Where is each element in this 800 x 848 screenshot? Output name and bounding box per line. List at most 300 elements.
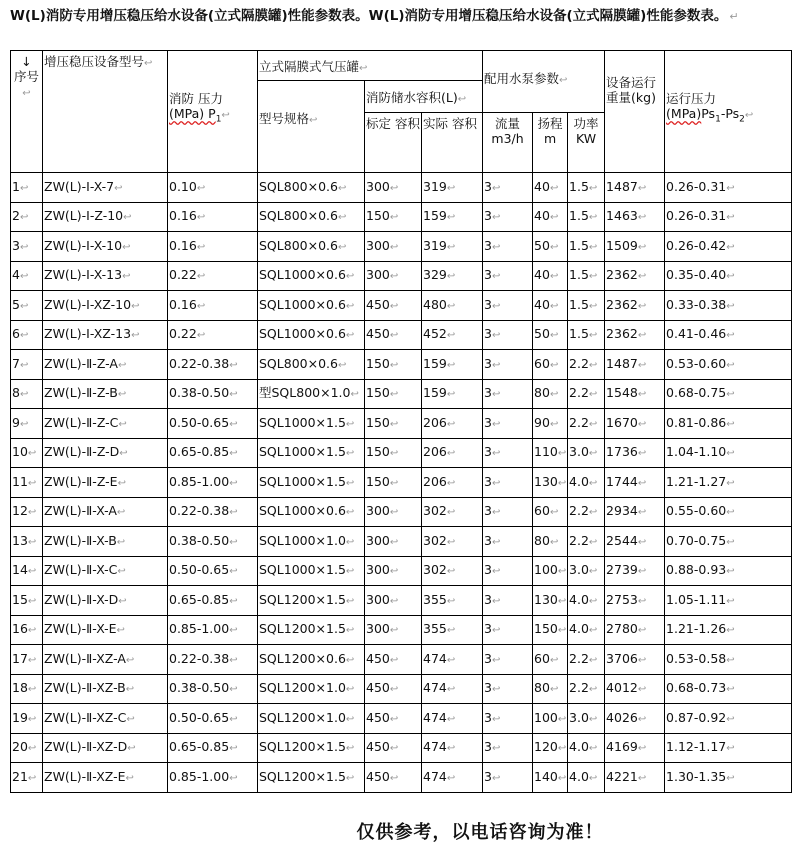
cell-mark-icon: ↩ <box>345 448 355 460</box>
header-actual-volume <box>422 113 483 173</box>
cell-power-value: 2.2 <box>569 355 589 371</box>
cell-seq-value: 16 <box>12 621 28 637</box>
cell-mark-icon: ↩ <box>345 271 355 283</box>
cell-fire-pressure <box>168 291 258 321</box>
cell-mark-icon: ↩ <box>726 507 735 519</box>
cell-actual-volume <box>422 468 483 498</box>
cell-mark-icon: ↩ <box>637 654 647 666</box>
cell-mark-icon: ↩ <box>637 182 647 194</box>
table-row <box>11 556 792 586</box>
cell-actual-volume <box>422 733 483 763</box>
cell-power-value: 2.2 <box>569 503 589 519</box>
cell-tank-model-value: SQL1200×1.5 <box>259 768 346 784</box>
cell-power-value: 1.5 <box>569 237 589 253</box>
cell-power-value: 1.5 <box>569 267 589 283</box>
cell-actual-volume-value: 329 <box>423 267 447 283</box>
cell-mark-icon: ↩ <box>196 241 206 253</box>
cell-mark-icon: ↩ <box>557 566 567 578</box>
cell-nominal-volume <box>365 173 422 203</box>
cell-mark-icon: ↩ <box>588 389 598 401</box>
cell-fire-pressure-value: 0.16 <box>169 296 197 312</box>
document-title <box>10 6 790 27</box>
cell-weight <box>605 173 665 203</box>
cell-mark-icon: ↩ <box>491 684 501 696</box>
cell-flow-value: 3 <box>484 739 492 755</box>
cell-fire-pressure <box>168 615 258 645</box>
cell-actual-volume-value: 206 <box>423 473 447 489</box>
cell-model <box>43 527 168 557</box>
cell-mark-icon: ↩ <box>588 300 598 312</box>
cell-op-pressure <box>665 674 792 704</box>
cell-mark-icon: ↩ <box>726 359 735 371</box>
cell-mark-icon: ↩ <box>196 182 206 194</box>
cell-flow <box>483 291 533 321</box>
cell-power <box>568 733 605 763</box>
cell-mark-icon: ↩ <box>557 448 567 460</box>
cell-model <box>43 320 168 350</box>
cell-op-pressure <box>665 733 792 763</box>
cell-mark-icon: ↩ <box>125 684 135 696</box>
cell-seq <box>11 674 43 704</box>
cell-flow-value: 3 <box>484 591 492 607</box>
cell-head-value: 130 <box>534 591 558 607</box>
header-ps2: -Ps <box>720 106 740 121</box>
cell-head-value: 40 <box>534 296 550 312</box>
cell-head <box>533 733 568 763</box>
cell-head-value: 130 <box>534 473 558 489</box>
cell-power-value: 4.0 <box>569 621 589 637</box>
cell-tank-model <box>258 261 365 291</box>
cell-fire-pressure <box>168 320 258 350</box>
cell-seq <box>11 438 43 468</box>
cell-mark-icon: ↩ <box>549 389 559 401</box>
cell-mark-icon: ↩ <box>726 566 735 578</box>
cell-seq-value: 3 <box>12 237 20 253</box>
cell-mark-icon: ↩ <box>588 654 598 666</box>
cell-mark-icon: ↩ <box>19 359 29 371</box>
cell-nominal-volume <box>365 586 422 616</box>
cell-model <box>43 645 168 675</box>
cell-power-value: 2.2 <box>569 385 589 401</box>
cell-seq <box>11 409 43 439</box>
cell-tank-model <box>258 468 365 498</box>
cell-nominal-volume-value: 450 <box>366 296 390 312</box>
cell-mark-icon: ↩ <box>637 241 647 253</box>
cell-mark-icon: ↩ <box>637 595 647 607</box>
cell-op-pressure <box>665 704 792 734</box>
cell-mark-icon: ↩ <box>446 743 456 755</box>
cell-head-value: 60 <box>534 503 550 519</box>
cell-flow <box>483 586 533 616</box>
cell-weight-value: 4026 <box>606 709 638 725</box>
table-row <box>11 704 792 734</box>
cell-flow-value: 3 <box>484 414 492 430</box>
cell-mark-icon: ↩ <box>446 212 456 224</box>
cell-power <box>568 350 605 380</box>
cell-mark-icon: ↩ <box>27 595 37 607</box>
cell-power <box>568 261 605 291</box>
cell-seq <box>11 232 43 262</box>
cell-tank-model-value: SQL1200×1.0 <box>259 680 346 696</box>
cell-actual-volume <box>422 320 483 350</box>
cell-tank-model-value: SQL800×0.6 <box>259 355 338 371</box>
cell-mark-icon: ↩ <box>19 300 29 312</box>
cell-fire-pressure-value: 0.22-0.38 <box>169 355 230 371</box>
cell-mark-icon: ↩ <box>389 625 399 637</box>
cell-mark-icon: ↩ <box>726 654 735 666</box>
cell-mark-icon: ↩ <box>637 271 647 283</box>
cell-tank-model <box>258 645 365 675</box>
cell-flow-value: 3 <box>484 768 492 784</box>
cell-fire-pressure <box>168 497 258 527</box>
cell-mark-icon: ↩ <box>359 62 368 74</box>
cell-actual-volume-value: 355 <box>423 621 447 637</box>
cell-head <box>533 704 568 734</box>
cell-actual-volume <box>422 350 483 380</box>
cell-op-pressure <box>665 556 792 586</box>
cell-mark-icon: ↩ <box>22 88 31 99</box>
cell-power-value: 2.2 <box>569 680 589 696</box>
cell-mark-icon: ↩ <box>309 115 318 126</box>
header-nominal-volume-label: 标定 容积 <box>366 116 420 131</box>
cell-head <box>533 586 568 616</box>
cell-nominal-volume <box>365 763 422 793</box>
cell-tank-model <box>258 291 365 321</box>
cell-mark-icon: ↩ <box>389 477 399 489</box>
cell-op-pressure <box>665 586 792 616</box>
cell-mark-icon: ↩ <box>118 595 127 607</box>
cell-head-value: 40 <box>534 208 550 224</box>
cell-mark-icon: ↩ <box>726 536 735 548</box>
cell-weight-value: 4221 <box>606 768 638 784</box>
cell-head-value: 80 <box>534 532 550 548</box>
cell-seq <box>11 763 43 793</box>
cell-mark-icon: ↩ <box>726 300 735 312</box>
cell-actual-volume <box>422 202 483 232</box>
cell-model-value: ZW(L)-Ⅱ-XZ-A <box>44 650 126 666</box>
cell-nominal-volume <box>365 704 422 734</box>
cell-mark-icon: ↩ <box>726 684 735 696</box>
cell-actual-volume-value: 474 <box>423 739 447 755</box>
cell-mark-icon: ↩ <box>122 241 131 253</box>
cell-model <box>43 409 168 439</box>
cell-tank-model-value: 型SQL800×1.0 <box>259 385 351 401</box>
cell-mark-icon: ↩ <box>229 477 238 489</box>
cell-op-pressure <box>665 645 792 675</box>
cell-mark-icon: ↩ <box>337 212 347 224</box>
cell-tank-model-value: SQL1000×0.6 <box>259 503 346 519</box>
cell-mark-icon: ↩ <box>27 684 37 696</box>
cell-mark-icon: ↩ <box>229 625 238 637</box>
cell-mark-icon: ↩ <box>229 536 238 548</box>
cell-fire-pressure-value: 0.65-0.85 <box>169 444 230 460</box>
header-op-pressure <box>665 51 792 173</box>
cell-actual-volume <box>422 173 483 203</box>
cell-power <box>568 232 605 262</box>
cell-head <box>533 674 568 704</box>
cell-flow-value: 3 <box>484 709 492 725</box>
cell-mark-icon: ↩ <box>27 654 37 666</box>
cell-mark-icon: ↩ <box>588 241 598 253</box>
cell-model <box>43 763 168 793</box>
cell-flow-value: 3 <box>484 680 492 696</box>
cell-power <box>568 320 605 350</box>
header-weight <box>605 51 665 173</box>
cell-mark-icon: ↩ <box>229 566 238 578</box>
cell-mark-icon: ↩ <box>446 241 456 253</box>
cell-flow <box>483 438 533 468</box>
cell-fire-pressure <box>168 409 258 439</box>
cell-head <box>533 202 568 232</box>
cell-op-pressure-value: 0.68-0.75 <box>666 385 727 401</box>
table-row <box>11 261 792 291</box>
cell-head-value: 140 <box>534 768 558 784</box>
cell-weight-value: 2362 <box>606 296 638 312</box>
cell-mark-icon: ↩ <box>588 182 598 194</box>
cell-head <box>533 556 568 586</box>
cell-weight-value: 4012 <box>606 680 638 696</box>
cell-model <box>43 704 168 734</box>
cell-actual-volume-value: 159 <box>423 208 447 224</box>
cell-weight-value: 2934 <box>606 503 638 519</box>
cell-op-pressure-value: 1.12-1.17 <box>666 739 727 755</box>
cell-mark-icon: ↩ <box>446 448 456 460</box>
cell-mark-icon: ↩ <box>123 212 132 224</box>
cell-seq <box>11 291 43 321</box>
header-ps2-sub: 2 <box>739 114 745 125</box>
cell-weight-value: 1670 <box>606 414 638 430</box>
cell-mark-icon: ↩ <box>389 507 399 519</box>
cell-mark-icon: ↩ <box>446 330 456 342</box>
cell-mark-icon: ↩ <box>389 684 399 696</box>
cell-mark-icon: ↩ <box>549 212 559 224</box>
cell-fire-pressure <box>168 556 258 586</box>
cell-op-pressure-value: 0.53-0.58 <box>666 650 727 666</box>
cell-tank-model <box>258 497 365 527</box>
cell-mark-icon: ↩ <box>549 507 559 519</box>
cell-tank-model <box>258 704 365 734</box>
cell-head <box>533 232 568 262</box>
cell-flow <box>483 733 533 763</box>
cell-model-value: ZW(L)-Ⅱ-Z-B <box>44 385 118 401</box>
cell-seq-value: 11 <box>12 473 28 489</box>
cell-mark-icon: ↩ <box>446 713 456 725</box>
cell-model <box>43 232 168 262</box>
cell-mark-icon: ↩ <box>229 684 238 696</box>
cell-mark-icon: ↩ <box>27 477 37 489</box>
cell-model-value: ZW(L)-Ⅰ-XZ-13 <box>44 326 132 342</box>
cell-model-value: ZW(L)-Ⅱ-XZ-C <box>44 709 127 725</box>
cell-mark-icon: ↩ <box>125 654 135 666</box>
cell-mark-icon: ↩ <box>491 418 501 430</box>
cell-op-pressure <box>665 409 792 439</box>
cell-fire-pressure <box>168 704 258 734</box>
cell-actual-volume-value: 302 <box>423 562 447 578</box>
table-row <box>11 173 792 203</box>
cell-mark-icon: ↩ <box>229 713 238 725</box>
cell-mark-icon: ↩ <box>588 772 598 784</box>
cell-power-value: 1.5 <box>569 296 589 312</box>
cell-mark-icon: ↩ <box>557 477 567 489</box>
cell-tank-model-value: SQL1000×0.6 <box>259 296 346 312</box>
cell-op-pressure <box>665 232 792 262</box>
cell-weight-value: 2753 <box>606 591 638 607</box>
cell-flow <box>483 379 533 409</box>
cell-seq-value: 8 <box>12 385 20 401</box>
cell-mark-icon: ↩ <box>118 418 127 430</box>
header-model <box>43 51 168 173</box>
cell-nominal-volume-value: 450 <box>366 709 390 725</box>
cell-mark-icon: ↩ <box>726 595 735 607</box>
cell-model <box>43 379 168 409</box>
cell-fire-pressure <box>168 733 258 763</box>
cell-mark-icon: ↩ <box>491 595 501 607</box>
header-power-label: 功率 KW <box>573 116 599 146</box>
cell-actual-volume <box>422 261 483 291</box>
cell-fire-pressure-value: 0.10 <box>169 178 197 194</box>
cell-mark-icon: ↩ <box>19 271 29 283</box>
table-row <box>11 291 792 321</box>
header-seq <box>11 51 43 173</box>
cell-tank-model-value: SQL1200×1.5 <box>259 621 346 637</box>
cell-op-pressure-value: 0.26-0.42 <box>666 237 727 253</box>
cell-mark-icon: ↩ <box>588 713 598 725</box>
cell-mark-icon: ↩ <box>229 359 238 371</box>
cell-weight <box>605 468 665 498</box>
cell-mark-icon: ↩ <box>19 330 29 342</box>
cell-power-value: 4.0 <box>569 739 589 755</box>
cell-mark-icon: ↩ <box>588 212 598 224</box>
cell-head-value: 100 <box>534 562 558 578</box>
cell-power-value: 1.5 <box>569 178 589 194</box>
cell-mark-icon: ↩ <box>637 418 647 430</box>
cell-head-value: 80 <box>534 385 550 401</box>
cell-seq <box>11 615 43 645</box>
cell-mark-icon: ↩ <box>637 212 647 224</box>
cell-mark-icon: ↩ <box>588 330 598 342</box>
cell-seq <box>11 379 43 409</box>
cell-head-value: 50 <box>534 237 550 253</box>
cell-mark-icon: ↩ <box>637 625 647 637</box>
header-weight-label: 设备运行重量(kg) <box>606 75 657 105</box>
header-seq-label: 序号 <box>13 69 39 84</box>
cell-actual-volume-value: 474 <box>423 680 447 696</box>
cell-fire-pressure <box>168 350 258 380</box>
cell-mark-icon: ↩ <box>726 212 735 224</box>
cell-power <box>568 527 605 557</box>
cell-op-pressure-value: 1.21-1.27 <box>666 473 727 489</box>
header-tank-group-label: 立式隔膜式气压罐 <box>259 58 360 74</box>
cell-actual-volume-value: 319 <box>423 178 447 194</box>
cell-mark-icon: ↩ <box>491 713 501 725</box>
cell-weight-value: 2544 <box>606 532 638 548</box>
cell-head <box>533 497 568 527</box>
cell-nominal-volume-value: 150 <box>366 414 390 430</box>
cell-seq <box>11 556 43 586</box>
cell-mark-icon: ↩ <box>446 595 456 607</box>
header-volume-group <box>365 81 483 113</box>
header-fire-pressure-unit: (MPa) P <box>169 106 216 121</box>
cell-flow <box>483 468 533 498</box>
cell-fire-pressure-value: 0.22 <box>169 326 197 342</box>
cell-fire-pressure <box>168 674 258 704</box>
cell-power <box>568 645 605 675</box>
cell-mark-icon: ↩ <box>345 507 355 519</box>
cell-weight <box>605 379 665 409</box>
cell-mark-icon: ↩ <box>27 566 37 578</box>
cell-mark-icon: ↩ <box>726 330 735 342</box>
cell-mark-icon: ↩ <box>345 654 355 666</box>
cell-weight-value: 1744 <box>606 473 638 489</box>
cell-tank-model-value: SQL800×0.6 <box>259 237 338 253</box>
cell-op-pressure-value: 0.41-0.46 <box>666 326 727 342</box>
table-row <box>11 497 792 527</box>
cell-mark-icon: ↩ <box>637 389 647 401</box>
cell-nominal-volume-value: 300 <box>366 591 390 607</box>
cell-actual-volume <box>422 615 483 645</box>
cell-fire-pressure <box>168 379 258 409</box>
cell-nominal-volume-value: 300 <box>366 532 390 548</box>
cell-mark-icon: ↩ <box>549 271 559 283</box>
cell-op-pressure-value: 0.88-0.93 <box>666 562 727 578</box>
table-row <box>11 409 792 439</box>
cell-nominal-volume <box>365 733 422 763</box>
cell-fire-pressure-value: 0.38-0.50 <box>169 385 230 401</box>
header-op-pressure-label: 运行压力 <box>666 91 717 106</box>
cell-mark-icon: ↩ <box>27 507 37 519</box>
cell-mark-icon: ↩ <box>337 182 347 194</box>
cell-seq <box>11 173 43 203</box>
cell-mark-icon: ↩ <box>446 359 456 371</box>
cell-flow <box>483 232 533 262</box>
cell-mark-icon: ↩ <box>637 300 647 312</box>
cell-mark-icon: ↩ <box>491 389 501 401</box>
cell-actual-volume-value: 206 <box>423 444 447 460</box>
cell-head <box>533 438 568 468</box>
cell-seq-value: 19 <box>12 709 28 725</box>
cell-op-pressure <box>665 320 792 350</box>
cell-mark-icon: ↩ <box>27 625 37 637</box>
cell-mark-icon: ↩ <box>588 359 598 371</box>
cell-fire-pressure-value: 0.16 <box>169 208 197 224</box>
cell-actual-volume <box>422 409 483 439</box>
cell-mark-icon: ↩ <box>491 507 501 519</box>
header-fire-pressure-label: 消防 压力 <box>169 91 223 106</box>
header-volume-group-label: 消防储水容积(L) <box>366 89 458 105</box>
cell-seq-value: 4 <box>12 267 20 283</box>
cell-mark-icon: ↩ <box>588 625 598 637</box>
cell-flow-value: 3 <box>484 503 492 519</box>
table-row <box>11 527 792 557</box>
cell-flow-value: 3 <box>484 532 492 548</box>
table-row <box>11 468 792 498</box>
cell-mark-icon: ↩ <box>637 743 647 755</box>
cell-head <box>533 291 568 321</box>
cell-seq-value: 20 <box>12 739 28 755</box>
cell-power-value: 1.5 <box>569 208 589 224</box>
cell-nominal-volume-value: 150 <box>366 355 390 371</box>
cell-power <box>568 556 605 586</box>
cell-tank-model <box>258 173 365 203</box>
cell-op-pressure <box>665 173 792 203</box>
cell-fire-pressure <box>168 586 258 616</box>
cell-model <box>43 468 168 498</box>
cell-nominal-volume <box>365 438 422 468</box>
header-power <box>568 113 605 173</box>
cell-mark-icon: ↩ <box>144 58 153 69</box>
cell-model <box>43 733 168 763</box>
cell-model-value: ZW(L)-Ⅱ-X-C <box>44 562 118 578</box>
